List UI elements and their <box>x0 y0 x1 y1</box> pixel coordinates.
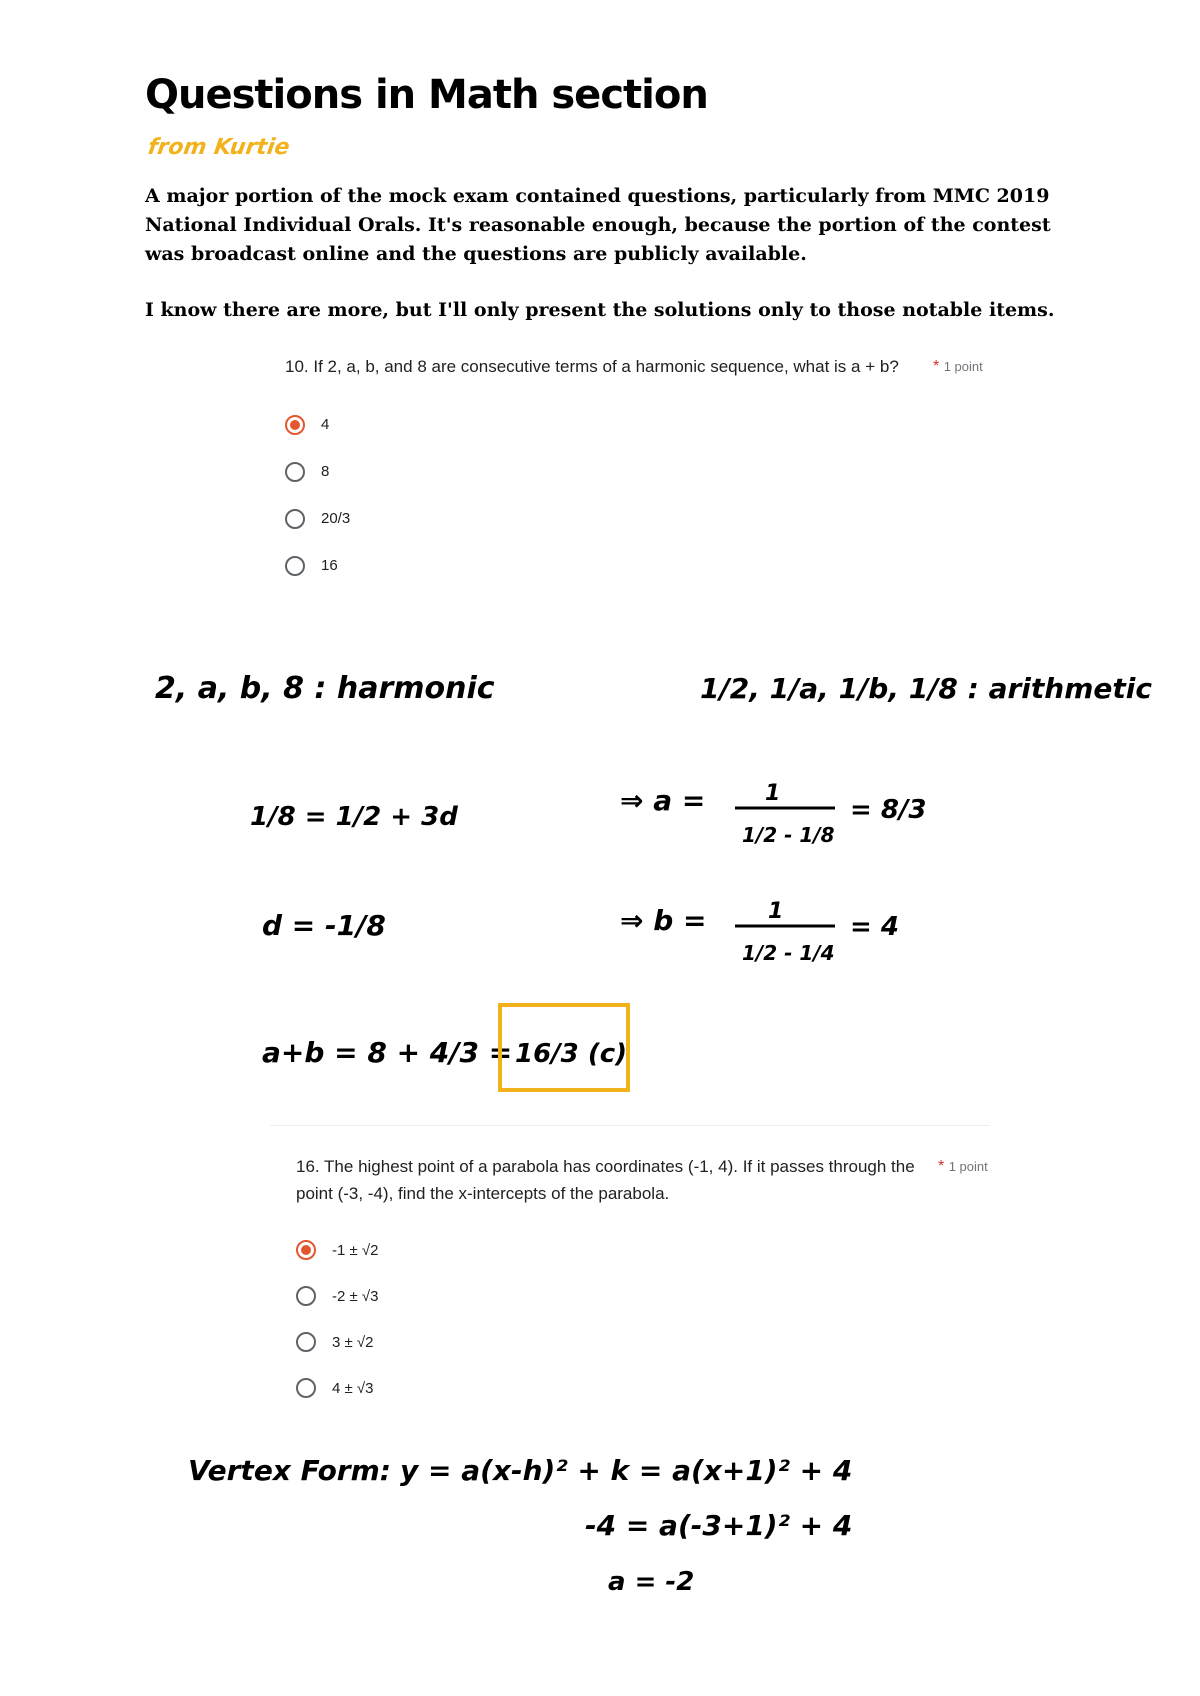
radio-empty-icon[interactable] <box>285 509 305 529</box>
option-20-3[interactable]: 20/3 <box>285 495 1005 542</box>
solution-1-handwriting <box>0 650 1200 1110</box>
radio-selected-icon[interactable] <box>296 1240 316 1260</box>
page-title: Questions in Math section <box>145 72 708 118</box>
radio-selected-icon[interactable] <box>285 415 305 435</box>
radio-empty-icon[interactable] <box>285 556 305 576</box>
a-numerator: 1 <box>765 781 781 806</box>
intro-paragraph: A major portion of the mock exam contained questions, particularly from MMC 2019 National Individual Orals. It's reasonable enough, because the portion of the contest was broadcast online and the questions are publicly available. <box>145 185 1051 265</box>
options-list <box>296 1227 1016 1411</box>
question-text: 16. The highest point of a parabola has coordinates (-1, 4). If it passes through the point (-3, -4), find the x-intercepts of the parabola. <box>296 1157 915 1203</box>
option-b[interactable]: -2 ± √3 <box>296 1273 1016 1319</box>
options-list <box>285 401 1005 589</box>
author-byline: from Kurtie <box>146 135 292 160</box>
b-result: = 4 <box>850 912 899 942</box>
harmonic-line: 2, a, b, 8 : harmonic <box>155 671 495 706</box>
divider <box>270 1125 990 1126</box>
a-result: = 8/3 <box>850 795 927 825</box>
equation-1: 1/8 = 1/2 + 3d <box>250 802 458 832</box>
solution-2-handwriting <box>0 1430 1200 1630</box>
required-mark: * <box>938 1158 945 1175</box>
vertex-form-label: Vertex Form: <box>188 1454 391 1487</box>
question-card-16 <box>296 1153 1016 1411</box>
option-d[interactable]: 4 ± √3 <box>296 1365 1016 1411</box>
option-8[interactable]: 8 <box>285 448 1005 495</box>
points-label: 1 point <box>943 359 983 374</box>
substitution-line: -4 = a(-3+1)² + 4 <box>585 1509 853 1542</box>
option-4[interactable]: 4 <box>285 401 1005 448</box>
vertex-equation: y = a(x-h)² + k = a(x+1)² + 4 <box>400 1454 853 1487</box>
b-lhs: ⇒ b = <box>620 904 707 937</box>
question-text: 10. If 2, a, b, and 8 are consecutive terms of a harmonic sequence, what is a + b? <box>285 357 899 376</box>
equation-d: d = -1/8 <box>262 909 386 942</box>
note-paragraph: I know there are more, but I'll only present the solutions only to those notable items. <box>145 299 1055 321</box>
question-card-10 <box>285 353 1005 589</box>
a-lhs: ⇒ a = <box>620 784 706 817</box>
required-mark: * <box>933 358 940 375</box>
option-16[interactable]: 16 <box>285 542 1005 589</box>
radio-empty-icon[interactable] <box>296 1286 316 1306</box>
a-denominator: 1/2 - 1/8 <box>742 823 835 847</box>
radio-empty-icon[interactable] <box>296 1378 316 1398</box>
sum-line: a+b = 8 + 4/3 = <box>262 1036 513 1069</box>
arithmetic-line: 1/2, 1/a, 1/b, 1/8 : arithmetic <box>700 672 1152 705</box>
answer-text: 16/3 (c) <box>515 1039 627 1069</box>
b-numerator: 1 <box>768 899 784 924</box>
b-denominator: 1/2 - 1/4 <box>742 941 835 965</box>
radio-empty-icon[interactable] <box>285 462 305 482</box>
points-label: 1 point <box>948 1159 988 1174</box>
option-c[interactable]: 3 ± √2 <box>296 1319 1016 1365</box>
option-a[interactable]: -1 ± √2 <box>296 1227 1016 1273</box>
radio-empty-icon[interactable] <box>296 1332 316 1352</box>
a-value-line: a = -2 <box>608 1567 695 1597</box>
